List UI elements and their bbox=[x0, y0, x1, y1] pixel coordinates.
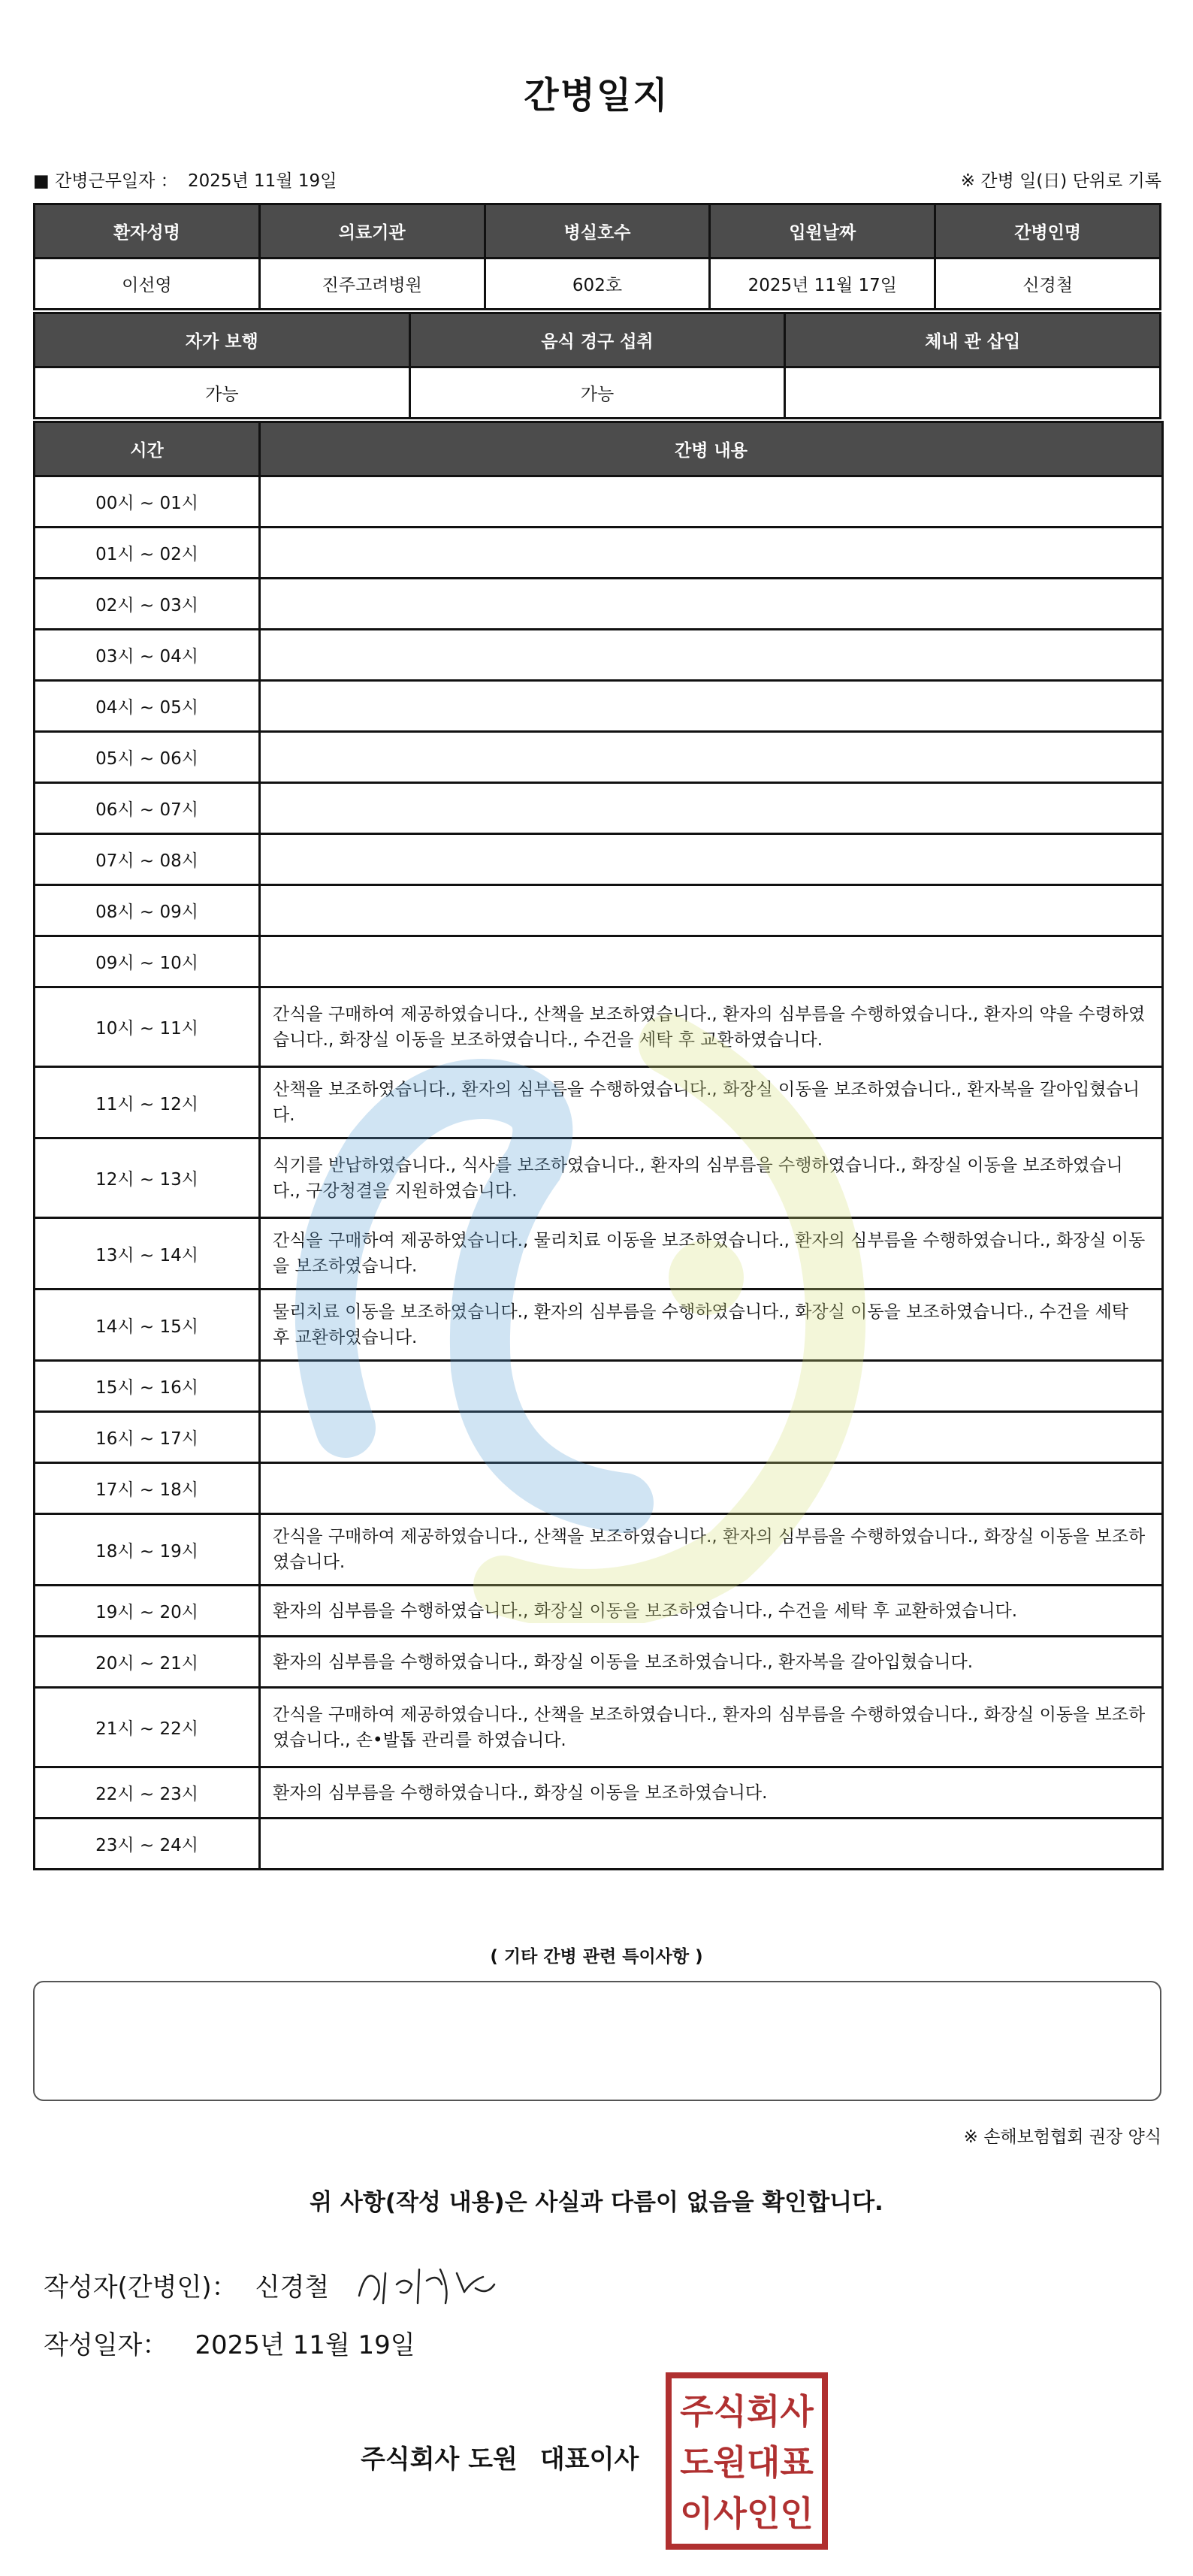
log-content: 간식을 구매하여 제공하였습니다., 산책을 보조하였습니다., 환자의 심부름을 수행하였습니다., 화장실 이동을 보조하였습니다., 손•발톱 관리를 하였습니다. bbox=[260, 1688, 1163, 1767]
log-row bbox=[35, 732, 1163, 783]
header-admission-date: 입원날짜 bbox=[710, 204, 935, 259]
log-time: 20시 ~ 21시 bbox=[35, 1637, 260, 1688]
log-time: 17시 ~ 18시 bbox=[35, 1463, 260, 1514]
work-date bbox=[33, 167, 341, 192]
log-content: 간식을 구매하여 제공하였습니다., 물리치료 이동을 보조하였습니다., 환자의 심부름을 수행하였습니다., 화장실 이동을 보조하였습니다. bbox=[260, 1218, 1163, 1290]
log-content bbox=[260, 579, 1163, 630]
log-content bbox=[260, 1463, 1163, 1514]
oral-intake-status: 가능 bbox=[409, 367, 785, 419]
log-time: 11시 ~ 12시 bbox=[35, 1067, 260, 1138]
log-time: 10시 ~ 11시 bbox=[35, 987, 260, 1067]
log-time: 03시 ~ 04시 bbox=[35, 630, 260, 681]
header-caregiver: 간병인명 bbox=[935, 204, 1161, 259]
log-content: 산책을 보조하였습니다., 환자의 심부름을 수행하였습니다., 화장실 이동을 보조하였습니다., 환자복을 갈아입혔습니다. bbox=[260, 1067, 1163, 1138]
log-content: 식기를 반납하였습니다., 식사를 보조하였습니다., 환자의 심부름을 수행하였습니다., 화장실 이동을 보조하였습니다., 구강청결을 지원하였습니다. bbox=[260, 1138, 1163, 1218]
log-row bbox=[35, 1463, 1163, 1514]
log-content: 환자의 심부름을 수행하였습니다., 화장실 이동을 보조하였습니다., 수건을 세탁 후 교환하였습니다. bbox=[260, 1586, 1163, 1637]
log-time: 22시 ~ 23시 bbox=[35, 1767, 260, 1819]
log-row bbox=[35, 1637, 1163, 1688]
log-row bbox=[35, 1361, 1163, 1412]
log-row bbox=[35, 1412, 1163, 1463]
log-row bbox=[35, 783, 1163, 834]
log-time: 12시 ~ 13시 bbox=[35, 1138, 260, 1218]
log-row bbox=[35, 579, 1163, 630]
log-time: 08시 ~ 09시 bbox=[35, 885, 260, 936]
log-content bbox=[260, 528, 1163, 579]
header-room: 병실호수 bbox=[485, 204, 710, 259]
log-time: 13시 ~ 14시 bbox=[35, 1218, 260, 1290]
meta-row bbox=[33, 164, 1161, 194]
tube-status bbox=[785, 367, 1161, 419]
log-row bbox=[35, 1767, 1163, 1819]
log-time: 18시 ~ 19시 bbox=[35, 1514, 260, 1586]
log-content bbox=[260, 476, 1163, 528]
ceo-title: 대표이사 bbox=[539, 2444, 639, 2475]
log-time: 01시 ~ 02시 bbox=[35, 528, 260, 579]
log-row bbox=[35, 681, 1163, 732]
log-row bbox=[35, 834, 1163, 885]
log-row bbox=[35, 630, 1163, 681]
company-line bbox=[361, 2438, 639, 2475]
log-time: 07시 ~ 08시 bbox=[35, 834, 260, 885]
log-time: 04시 ~ 05시 bbox=[35, 681, 260, 732]
log-time: 23시 ~ 24시 bbox=[35, 1819, 260, 1870]
hospital: 진주고려병원 bbox=[259, 259, 485, 310]
log-content: 환자의 심부름을 수행하였습니다., 화장실 이동을 보조하였습니다., 환자복을 갈아입혔습니다. bbox=[260, 1637, 1163, 1688]
special-notes-title: ( 기타 간병 관련 특이사항 ) bbox=[490, 1947, 703, 1967]
log-content bbox=[260, 1361, 1163, 1412]
log-time: 00시 ~ 01시 bbox=[35, 476, 260, 528]
log-content bbox=[260, 885, 1163, 936]
header-care-content: 간병 내용 bbox=[260, 422, 1163, 476]
admission-date: 2025년 11월 17일 bbox=[710, 259, 935, 310]
log-time: 05시 ~ 06시 bbox=[35, 732, 260, 783]
log-content: 환자의 심부름을 수행하였습니다., 화장실 이동을 보조하였습니다. bbox=[260, 1767, 1163, 1819]
patient-name: 이선영 bbox=[35, 259, 260, 310]
seal-text-line: 주식회사 bbox=[680, 2391, 814, 2432]
log-content bbox=[260, 783, 1163, 834]
header-oral-intake: 음식 경구 섭취 bbox=[409, 313, 785, 367]
log-time: 19시 ~ 20시 bbox=[35, 1586, 260, 1637]
log-row bbox=[35, 476, 1163, 528]
work-date-value: 2025년 11월 19일 bbox=[187, 171, 337, 191]
log-row bbox=[35, 1067, 1163, 1138]
log-time: 09시 ~ 10시 bbox=[35, 936, 260, 987]
log-content bbox=[260, 936, 1163, 987]
special-notes-box bbox=[33, 1981, 1161, 2101]
written-date-label: 작성일자： bbox=[44, 2330, 168, 2360]
log-time: 02시 ~ 03시 bbox=[35, 579, 260, 630]
log-row bbox=[35, 1819, 1163, 1870]
log-content: 간식을 구매하여 제공하였습니다., 산책을 보조하였습니다., 환자의 심부름을 수행하였습니다., 화장실 이동을 보조하였습니다. bbox=[260, 1514, 1163, 1586]
walking-status: 가능 bbox=[35, 367, 410, 419]
log-time: 21시 ~ 22시 bbox=[35, 1688, 260, 1767]
writer-name: 신경철 bbox=[255, 2272, 330, 2302]
log-row bbox=[35, 1514, 1163, 1586]
log-time: 14시 ~ 15시 bbox=[35, 1290, 260, 1361]
log-content bbox=[260, 1819, 1163, 1870]
company-seal bbox=[664, 2371, 829, 2551]
log-row bbox=[35, 1138, 1163, 1218]
caregiver-name: 신경철 bbox=[935, 259, 1161, 310]
header-walking: 자가 보행 bbox=[35, 313, 410, 367]
log-row bbox=[35, 1290, 1163, 1361]
writer-label: 작성자(간병인)： bbox=[44, 2272, 237, 2302]
patient-status-table bbox=[33, 312, 1161, 419]
log-row bbox=[35, 1688, 1163, 1767]
log-content bbox=[260, 1412, 1163, 1463]
confirmation-statement: 위 사항(작성 내용)은 사실과 다름이 없음을 확인합니다. bbox=[310, 2189, 883, 2216]
header-patient-name: 환자성명 bbox=[35, 204, 260, 259]
written-date-value: 2025년 11월 19일 bbox=[195, 2330, 415, 2360]
log-row bbox=[35, 987, 1163, 1067]
log-content bbox=[260, 630, 1163, 681]
log-content bbox=[260, 681, 1163, 732]
page-title: 간병일지 bbox=[524, 74, 669, 116]
log-time: 16시 ~ 17시 bbox=[35, 1412, 260, 1463]
log-content bbox=[260, 732, 1163, 783]
handwritten-signature bbox=[352, 2258, 502, 2311]
seal-text-line: 도원대표 bbox=[680, 2442, 814, 2483]
form-source-note: ※ 손해보험협회 권장 양식 bbox=[963, 2127, 1161, 2147]
log-content: 간식을 구매하여 제공하였습니다., 산책을 보조하였습니다., 환자의 심부름을 수행하였습니다., 환자의 약을 수령하였습니다., 화장실 이동을 보조하였습니다., 수건을 세탁 후 교환하였습니다. bbox=[260, 987, 1163, 1067]
log-time: 15시 ~ 16시 bbox=[35, 1361, 260, 1412]
log-content bbox=[260, 834, 1163, 885]
log-row bbox=[35, 936, 1163, 987]
writer-line bbox=[44, 2258, 502, 2311]
header-hospital: 의료기관 bbox=[259, 204, 485, 259]
header-tube: 체내 관 삽입 bbox=[785, 313, 1161, 367]
unit-note: ※ 간병 일(日) 단위로 기록 bbox=[960, 171, 1161, 191]
log-content: 물리치료 이동을 보조하였습니다., 환자의 심부름을 수행하였습니다., 화장실 이동을 보조하였습니다., 수건을 세탁 후 교환하였습니다. bbox=[260, 1290, 1163, 1361]
log-row bbox=[35, 1218, 1163, 1290]
work-date-label: ■ 간병근무일자 ： bbox=[33, 171, 178, 191]
log-time: 06시 ~ 07시 bbox=[35, 783, 260, 834]
care-log-table bbox=[33, 421, 1164, 1870]
log-row bbox=[35, 528, 1163, 579]
room-number: 602호 bbox=[485, 259, 710, 310]
patient-info-table bbox=[33, 203, 1161, 310]
company-name: 주식회사 도원 bbox=[361, 2444, 518, 2475]
written-date-line bbox=[44, 2324, 415, 2361]
header-time: 시간 bbox=[35, 422, 260, 476]
log-row bbox=[35, 1586, 1163, 1637]
care-log-body bbox=[35, 476, 1163, 1870]
log-row bbox=[35, 885, 1163, 936]
seal-text-line: 이사인인 bbox=[680, 2493, 814, 2534]
